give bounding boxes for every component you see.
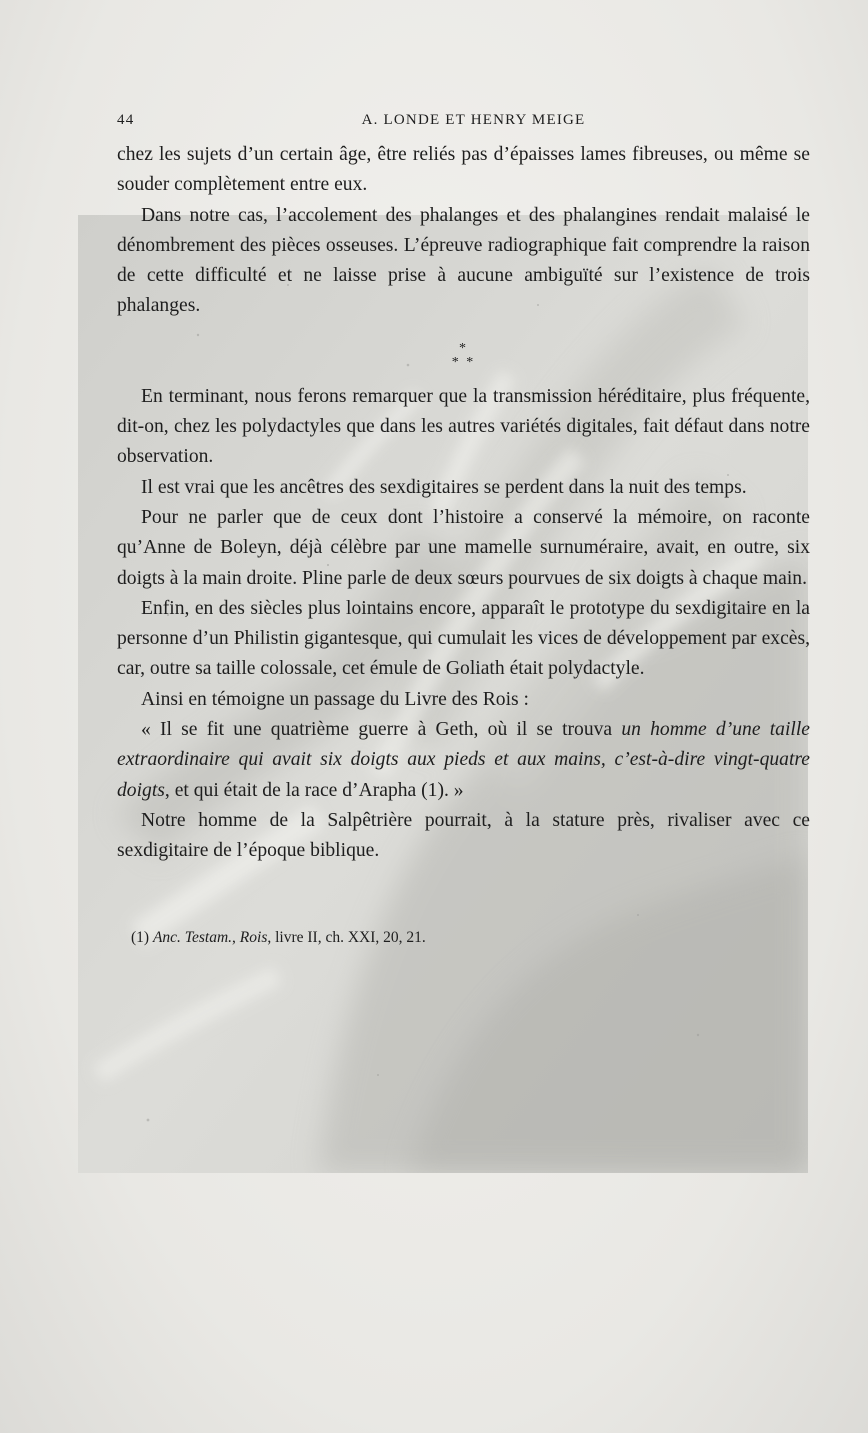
- paragraph-6: Enfin, en des siècles plus lointains encore, apparaît le prototype du sexdigitaire en la personne d’un Philistin gigantesque, qui cumulait les vices de développement par excès, car, outre sa taille colossale, cet émule de Goliath était polydactyle.: [117, 597, 810, 680]
- paragraph-8-quotation: [117, 715, 810, 806]
- footnote-separator: ,: [232, 929, 240, 946]
- paragraph-9: Notre homme de la Salpêtrière pourrait, à la stature près, rivaliser avec ce sexdigitaire de l’époque biblique.: [117, 809, 810, 862]
- page-number: 44: [117, 112, 135, 128]
- asterism-divider: * * *: [451, 340, 476, 370]
- footnote-source-title: Anc. Testam.: [152, 929, 233, 946]
- quotation-end: , et qui était de la race d’Arapha (1). »: [164, 779, 464, 801]
- running-head-title: A. LONDE ET HENRY MEIGE: [361, 112, 586, 128]
- quotation-start: « Il se fit une quatrième guerre à Geth, où il se trouva: [141, 719, 622, 741]
- footnote-reference: , livre II, ch. XXI, 20, 21.: [267, 929, 426, 946]
- footnote-book: Rois: [239, 929, 268, 946]
- paragraph-3: En terminant, nous ferons remarquer que la transmission héréditaire, plus fréquente, dit-on, chez les polydactyles que dans les autres variétés digitales, fait défaut dans notre observation.: [117, 385, 810, 468]
- paragraph-1: chez les sujets d’un certain âge, être reliés pas d’épaisses lames fibreuses, ou même se souder complètement entre eux.: [117, 144, 810, 196]
- paragraph-4: Il est vrai que les ancêtres des sexdigitaires se perdent dans la nuit des temps.: [141, 476, 747, 498]
- paragraph-2: Dans notre cas, l’accolement des phalanges et des phalangines rendait malaisé le dénombrement des pièces osseuses. L’épreuve radiographique fait comprendre la raison de cette difficulté et ne laisse prise à aucune ambiguïté sur l’existence de trois phalanges.: [117, 204, 810, 317]
- footnote-marker: (1): [131, 929, 153, 946]
- quotation-italic: un homme d’une taille extraordinaire qui avait six doigts aux pieds et aux mains, c’est-à-dire vingt-quatre doigts: [117, 719, 810, 801]
- paragraph-5: Pour ne parler que de ceux dont l’histoire a conservé la mémoire, on raconte qu’Anne de Boleyn, déjà célèbre par une mamelle surnuméraire, avait, en outre, six doigts à la main droite. Pline parle de deux sœurs pourvues de six doigts à chaque main.: [117, 506, 810, 589]
- running-head: [117, 112, 810, 134]
- paragraph-7: Ainsi en témoigne un passage du Livre des Rois :: [141, 688, 530, 710]
- body-text: [117, 140, 810, 867]
- footnote: [117, 927, 810, 949]
